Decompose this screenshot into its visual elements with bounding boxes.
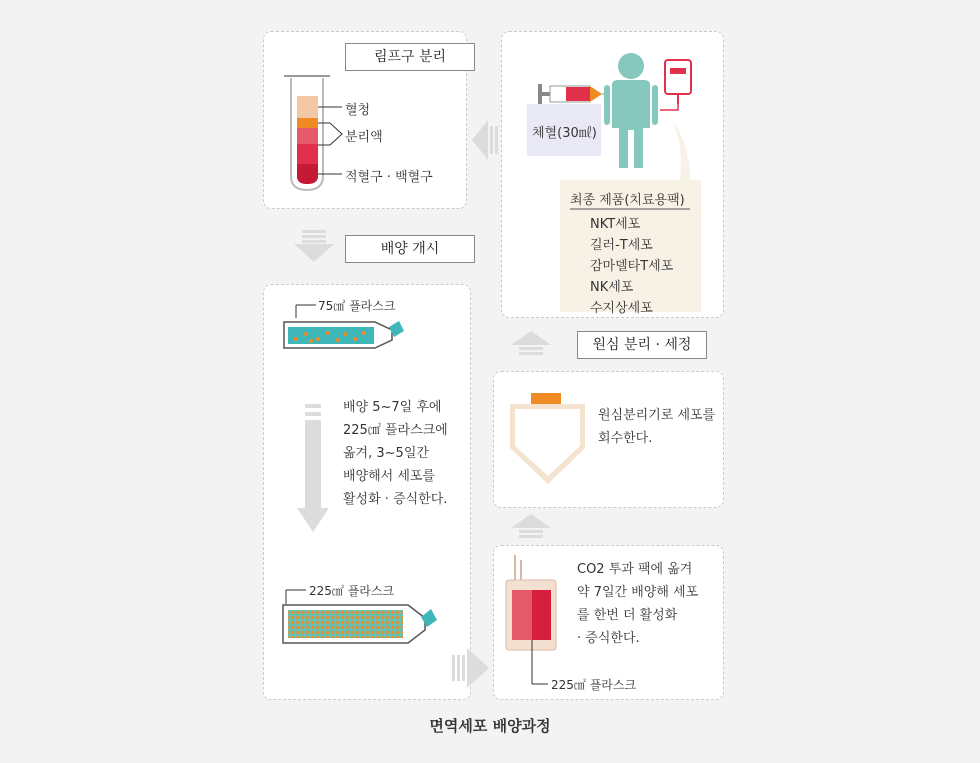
flask-small-label: 75㎠ 플라스크 — [318, 299, 396, 313]
arrow-left-icon — [472, 120, 498, 160]
list-item: NK세포 — [590, 280, 634, 295]
test-tube-icon — [284, 76, 342, 190]
person-icon — [604, 53, 658, 168]
flask-large-label: 225㎠ 플라스크 — [309, 584, 395, 598]
page-title: 면역세포 배양과정 — [429, 717, 551, 735]
list-item: NKT세포 — [590, 217, 641, 232]
layer-label-separation-fluid: 분리액 — [345, 130, 383, 145]
iv-bag-icon — [660, 60, 691, 110]
product-title: 최종 제품(치료용팩) — [570, 193, 685, 208]
arrow-down-icon — [294, 230, 334, 262]
blood-bag-icon — [506, 555, 556, 684]
arrow-right-icon — [452, 648, 489, 688]
product-list — [590, 214, 673, 319]
arrow-up-icon — [511, 514, 551, 538]
bag-flask-label: 225㎠ 플라스크 — [551, 678, 637, 692]
centrifuge-tag: 원심 분리 · 세정 — [577, 331, 707, 359]
layer-label-blood-cells: 적혈구 · 백혈구 — [345, 170, 433, 185]
bag-description: CO2 투과 팩에 옮겨 약 7일간 배양해 세포 를 한번 더 활성화 · 증식한다. — [577, 562, 699, 646]
layer-label-serum: 혈청 — [345, 103, 371, 118]
syringe-icon — [538, 84, 610, 104]
blood-draw-label: 체혈(30㎖) — [532, 126, 597, 141]
culture-start-tag: 배양 개시 — [345, 235, 475, 263]
list-item: 감마델타T세포 — [590, 259, 674, 274]
separation-tag: 림프구 분리 — [345, 43, 475, 71]
centrifuge-description: 원심분리기로 세포를 회수한다. — [598, 408, 716, 446]
list-item: 수지상세포 — [590, 301, 653, 316]
list-item: 길러-T세포 — [590, 238, 653, 253]
centrifuge-tube-icon — [510, 393, 585, 484]
culture-description: 배양 5~7일 후에 225㎠ 플라스크에 옮겨, 3~5일간 배양해서 세포를 활성화 · 증식한다. — [343, 400, 448, 507]
arrow-down-long-icon — [297, 404, 329, 532]
arrow-up-2-icon — [511, 331, 551, 355]
